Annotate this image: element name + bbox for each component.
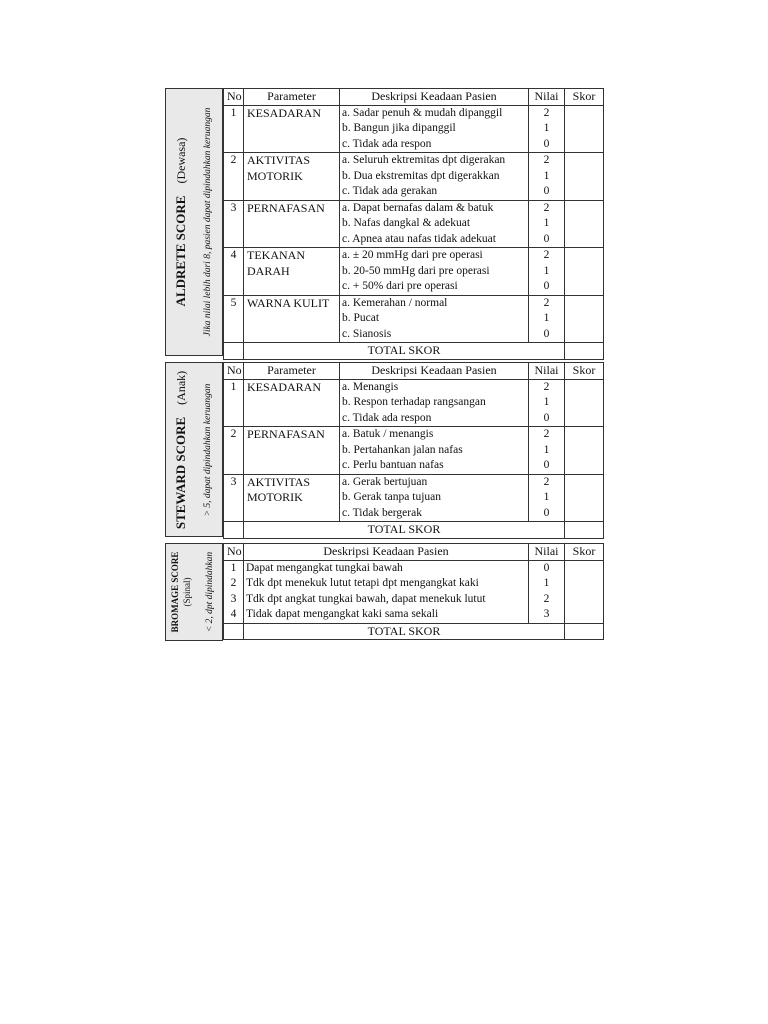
- description-cell: Dapat mengangkat tungkai bawah: [244, 560, 529, 576]
- aldrete-table: [223, 88, 604, 360]
- header-deskripsi: Deskripsi Keadaan Pasien: [340, 363, 529, 380]
- table-row: [224, 379, 604, 395]
- description-cell: b. Respon terhadap rangsangan: [340, 395, 529, 411]
- description-cell: b. Gerak tanpa tujuan: [340, 490, 529, 506]
- skor-cell: [565, 474, 604, 490]
- total-skor-cell: [565, 623, 604, 640]
- aldrete-subtitle: (Dewasa): [174, 137, 188, 184]
- nilai-cell: 1: [529, 490, 565, 506]
- skor-cell: [565, 576, 604, 592]
- aldrete-panel: [165, 88, 603, 356]
- steward-side-label: [165, 362, 223, 537]
- header-deskripsi: Deskripsi Keadaan Pasien: [244, 544, 529, 561]
- steward-panel: [165, 362, 603, 537]
- nilai-cell: 1: [529, 311, 565, 327]
- steward-table: [223, 362, 604, 539]
- nilai-cell: 0: [529, 560, 565, 576]
- bromage-title: BROMAGE SCORE: [170, 551, 180, 633]
- description-cell: Tdk dpt angkat tungkai bawah, dapat menekuk lutut: [244, 592, 529, 608]
- description-cell: c. + 50% dari pre operasi: [340, 279, 529, 295]
- parameter-label: TEKANAN DARAH: [244, 248, 340, 296]
- skor-cell: [565, 169, 604, 185]
- table-row: [224, 105, 604, 121]
- nilai-cell: 0: [529, 184, 565, 200]
- table-row: [224, 607, 604, 623]
- row-number: 2: [224, 427, 244, 475]
- skor-cell: [565, 490, 604, 506]
- table-row: [224, 592, 604, 608]
- description-cell: a. Seluruh ektremitas dpt digerakan: [340, 153, 529, 169]
- table-row: [224, 153, 604, 169]
- description-cell: c. Sianosis: [340, 327, 529, 343]
- nilai-cell: 2: [529, 200, 565, 216]
- nilai-cell: 0: [529, 411, 565, 427]
- header-deskripsi: Deskripsi Keadaan Pasien: [340, 89, 529, 106]
- row-number: 2: [224, 153, 244, 201]
- parameter-label: KESADARAN: [244, 379, 340, 427]
- description-cell: a. Sadar penuh & mudah dipanggil: [340, 105, 529, 121]
- nilai-cell: 3: [529, 607, 565, 623]
- description-cell: c. Apnea atau nafas tidak adekuat: [340, 232, 529, 248]
- skor-cell: [565, 295, 604, 311]
- header-nilai: Nilai: [529, 89, 565, 106]
- skor-cell: [565, 427, 604, 443]
- skor-cell: [565, 311, 604, 327]
- skor-cell: [565, 560, 604, 576]
- parameter-label: AKTIVITAS MOTORIK: [244, 153, 340, 201]
- table-row: [224, 560, 604, 576]
- header-no: No: [224, 544, 244, 561]
- total-row: [224, 623, 604, 640]
- header-no: No: [224, 89, 244, 106]
- description-cell: b. Bangun jika dipanggil: [340, 121, 529, 137]
- header-row: [224, 363, 604, 380]
- skor-cell: [565, 592, 604, 608]
- skor-cell: [565, 279, 604, 295]
- header-parameter: Parameter: [244, 363, 340, 380]
- description-cell: c. Tidak ada respon: [340, 411, 529, 427]
- row-number: 1: [224, 560, 244, 576]
- description-cell: c. Tidak ada respon: [340, 137, 529, 153]
- skor-cell: [565, 411, 604, 427]
- header-no: No: [224, 363, 244, 380]
- nilai-cell: 1: [529, 264, 565, 280]
- parameter-label: AKTIVITAS MOTORIK: [244, 474, 340, 522]
- aldrete-note: Jika nilai lebih dari 8, pasien dapat dipindahkan keruangan: [203, 107, 213, 337]
- skor-cell: [565, 121, 604, 137]
- skor-cell: [565, 153, 604, 169]
- description-cell: b. Dua ekstremitas dpt digerakkan: [340, 169, 529, 185]
- skor-cell: [565, 443, 604, 459]
- total-blank: [224, 623, 244, 640]
- row-number: 5: [224, 295, 244, 343]
- skor-cell: [565, 105, 604, 121]
- nilai-cell: 2: [529, 295, 565, 311]
- total-blank: [224, 343, 244, 360]
- parameter-label: PERNAFASAN: [244, 200, 340, 248]
- table-row: [224, 295, 604, 311]
- nilai-cell: 2: [529, 248, 565, 264]
- description-cell: c. Perlu bantuan nafas: [340, 458, 529, 474]
- row-number: 3: [224, 200, 244, 248]
- description-cell: c. Tidak ada gerakan: [340, 184, 529, 200]
- skor-cell: [565, 327, 604, 343]
- total-skor-cell: [565, 522, 604, 539]
- row-number: 3: [224, 592, 244, 608]
- header-skor: Skor: [565, 544, 604, 561]
- description-cell: a. Kemerahan / normal: [340, 295, 529, 311]
- description-cell: a. Batuk / menangis: [340, 427, 529, 443]
- parameter-label: KESADARAN: [244, 105, 340, 153]
- bromage-subtitle: (Spinal): [182, 577, 192, 607]
- total-blank: [224, 522, 244, 539]
- skor-cell: [565, 379, 604, 395]
- skor-cell: [565, 184, 604, 200]
- description-cell: a. Gerak bertujuan: [340, 474, 529, 490]
- row-number: 4: [224, 248, 244, 296]
- skor-cell: [565, 216, 604, 232]
- nilai-cell: 1: [529, 121, 565, 137]
- nilai-cell: 0: [529, 506, 565, 522]
- bromage-note: < 2, dpt dipindahkan: [205, 551, 215, 633]
- nilai-cell: 1: [529, 443, 565, 459]
- nilai-cell: 2: [529, 474, 565, 490]
- table-row: [224, 427, 604, 443]
- description-cell: c. Tidak bergerak: [340, 506, 529, 522]
- nilai-cell: 0: [529, 232, 565, 248]
- nilai-cell: 0: [529, 137, 565, 153]
- nilai-cell: 0: [529, 458, 565, 474]
- parameter-label: WARNA KULIT: [244, 295, 340, 343]
- description-cell: b. Nafas dangkal & adekuat: [340, 216, 529, 232]
- header-skor: Skor: [565, 89, 604, 106]
- aldrete-title: ALDRETE SCORE: [173, 195, 188, 307]
- row-number: 1: [224, 379, 244, 427]
- table-row: [224, 474, 604, 490]
- header-parameter: Parameter: [244, 89, 340, 106]
- skor-cell: [565, 506, 604, 522]
- header-nilai: Nilai: [529, 363, 565, 380]
- nilai-cell: 2: [529, 379, 565, 395]
- nilai-cell: 1: [529, 169, 565, 185]
- row-number: 4: [224, 607, 244, 623]
- description-cell: Tidak dapat mengangkat kaki sama sekali: [244, 607, 529, 623]
- total-skor-cell: [565, 343, 604, 360]
- nilai-cell: 2: [529, 592, 565, 608]
- skor-cell: [565, 200, 604, 216]
- header-row: [224, 89, 604, 106]
- steward-title: STEWARD SCORE: [173, 416, 188, 529]
- nilai-cell: 2: [529, 427, 565, 443]
- nilai-cell: 2: [529, 105, 565, 121]
- bromage-panel: [165, 543, 603, 641]
- table-row: [224, 576, 604, 592]
- row-number: 3: [224, 474, 244, 522]
- description-cell: b. 20-50 mmHg dari pre operasi: [340, 264, 529, 280]
- skor-cell: [565, 137, 604, 153]
- skor-cell: [565, 232, 604, 248]
- parameter-label: PERNAFASAN: [244, 427, 340, 475]
- total-label: TOTAL SKOR: [244, 623, 565, 640]
- aldrete-side-label: [165, 88, 223, 356]
- total-row: [224, 522, 604, 539]
- description-cell: Tdk dpt menekuk lutut tetapi dpt mengangkat kaki: [244, 576, 529, 592]
- table-row: [224, 200, 604, 216]
- skor-cell: [565, 395, 604, 411]
- nilai-cell: 1: [529, 576, 565, 592]
- header-row: [224, 544, 604, 561]
- bromage-side-label: [165, 543, 223, 641]
- description-cell: a. Dapat bernafas dalam & batuk: [340, 200, 529, 216]
- nilai-cell: 1: [529, 395, 565, 411]
- nilai-cell: 1: [529, 216, 565, 232]
- total-label: TOTAL SKOR: [244, 343, 565, 360]
- nilai-cell: 0: [529, 279, 565, 295]
- header-skor: Skor: [565, 363, 604, 380]
- nilai-cell: 2: [529, 153, 565, 169]
- total-row: [224, 343, 604, 360]
- description-cell: a. Menangis: [340, 379, 529, 395]
- header-nilai: Nilai: [529, 544, 565, 561]
- bromage-table: [223, 543, 604, 640]
- table-row: [224, 248, 604, 264]
- total-label: TOTAL SKOR: [244, 522, 565, 539]
- description-cell: a. ± 20 mmHg dari pre operasi: [340, 248, 529, 264]
- skor-cell: [565, 458, 604, 474]
- description-cell: b. Pucat: [340, 311, 529, 327]
- description-cell: b. Pertahankan jalan nafas: [340, 443, 529, 459]
- skor-cell: [565, 607, 604, 623]
- steward-subtitle: (Anak): [174, 370, 188, 405]
- steward-note: > 5, dapat dipindahkan keruangan: [203, 383, 213, 516]
- nilai-cell: 0: [529, 327, 565, 343]
- skor-cell: [565, 248, 604, 264]
- skor-cell: [565, 264, 604, 280]
- row-number: 1: [224, 105, 244, 153]
- row-number: 2: [224, 576, 244, 592]
